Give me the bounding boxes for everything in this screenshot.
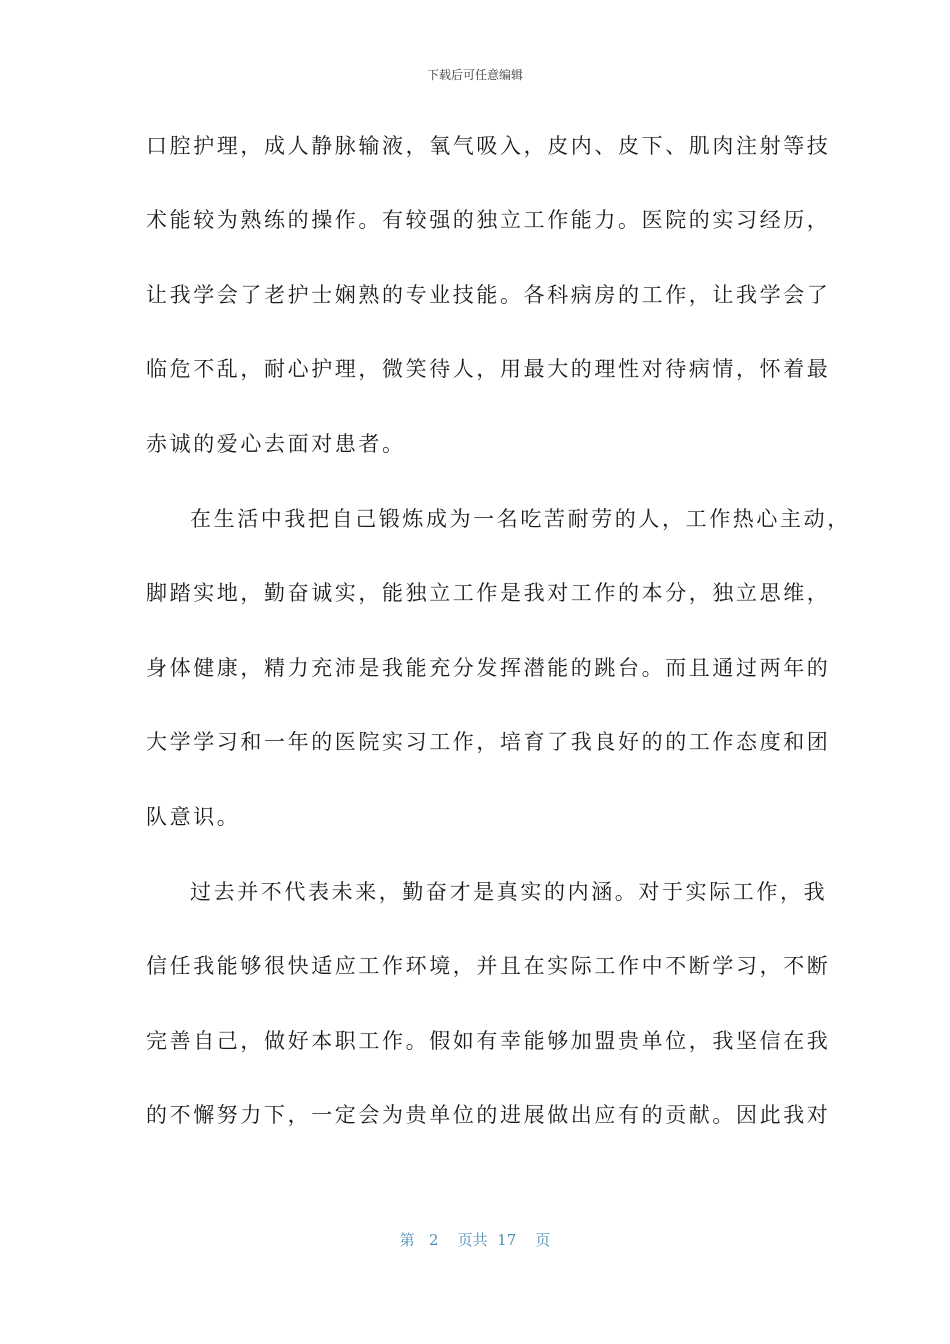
body-line: 大学学习和一年的医院实习工作，培育了我良好的的工作态度和团 bbox=[146, 730, 831, 754]
total-pages-number: 17 bbox=[497, 1231, 517, 1249]
body-line: 赤诚的爱心去面对患者。 bbox=[146, 432, 406, 456]
body-line: 让我学会了老护士娴熟的专业技能。各科病房的工作，让我学会了 bbox=[146, 283, 831, 307]
page-header: 下载后可任意编辑 bbox=[426, 68, 523, 82]
body-line: 术能较为熟练的操作。有较强的独立工作能力。医院的实习经历， bbox=[146, 208, 831, 232]
page-label-prefix: 第 bbox=[399, 1231, 415, 1249]
paragraph-first-line: 过去并不代表未来，勤奋才是真实的内涵。对于实际工作，我 bbox=[190, 880, 828, 904]
body-line: 信任我能够很快适应工作环境，并且在实际工作中不断学习，不断 bbox=[146, 954, 831, 978]
body-line: 临危不乱，耐心护理，微笑待人，用最大的理性对待病情，怀着最 bbox=[146, 357, 831, 381]
page-footer bbox=[0, 1229, 950, 1250]
paragraph-first-line: 在生活中我把自己锻炼成为一名吃苦耐劳的人，工作热心主动， bbox=[190, 507, 851, 531]
body-line: 口腔护理，成人静脉输液，氧气吸入，皮内、皮下、肌肉注射等技 bbox=[146, 134, 831, 158]
body-line: 的不懈努力下，一定会为贵单位的进展做出应有的贡献。因此我对 bbox=[146, 1103, 831, 1127]
page-label-suffix: 页 bbox=[535, 1231, 551, 1249]
body-line: 完善自己，做好本职工作。假如有幸能够加盟贵单位，我坚信在我 bbox=[146, 1029, 831, 1053]
body-line: 身体健康，精力充沛是我能充分发挥潜能的跳台。而且通过两年的 bbox=[146, 656, 831, 680]
body-line: 队意识。 bbox=[146, 805, 241, 829]
body-line: 脚踏实地，勤奋诚实，能独立工作是我对工作的本分，独立思维， bbox=[146, 581, 831, 605]
page-label-mid: 页共 bbox=[457, 1231, 488, 1249]
current-page-number: 2 bbox=[428, 1231, 439, 1249]
